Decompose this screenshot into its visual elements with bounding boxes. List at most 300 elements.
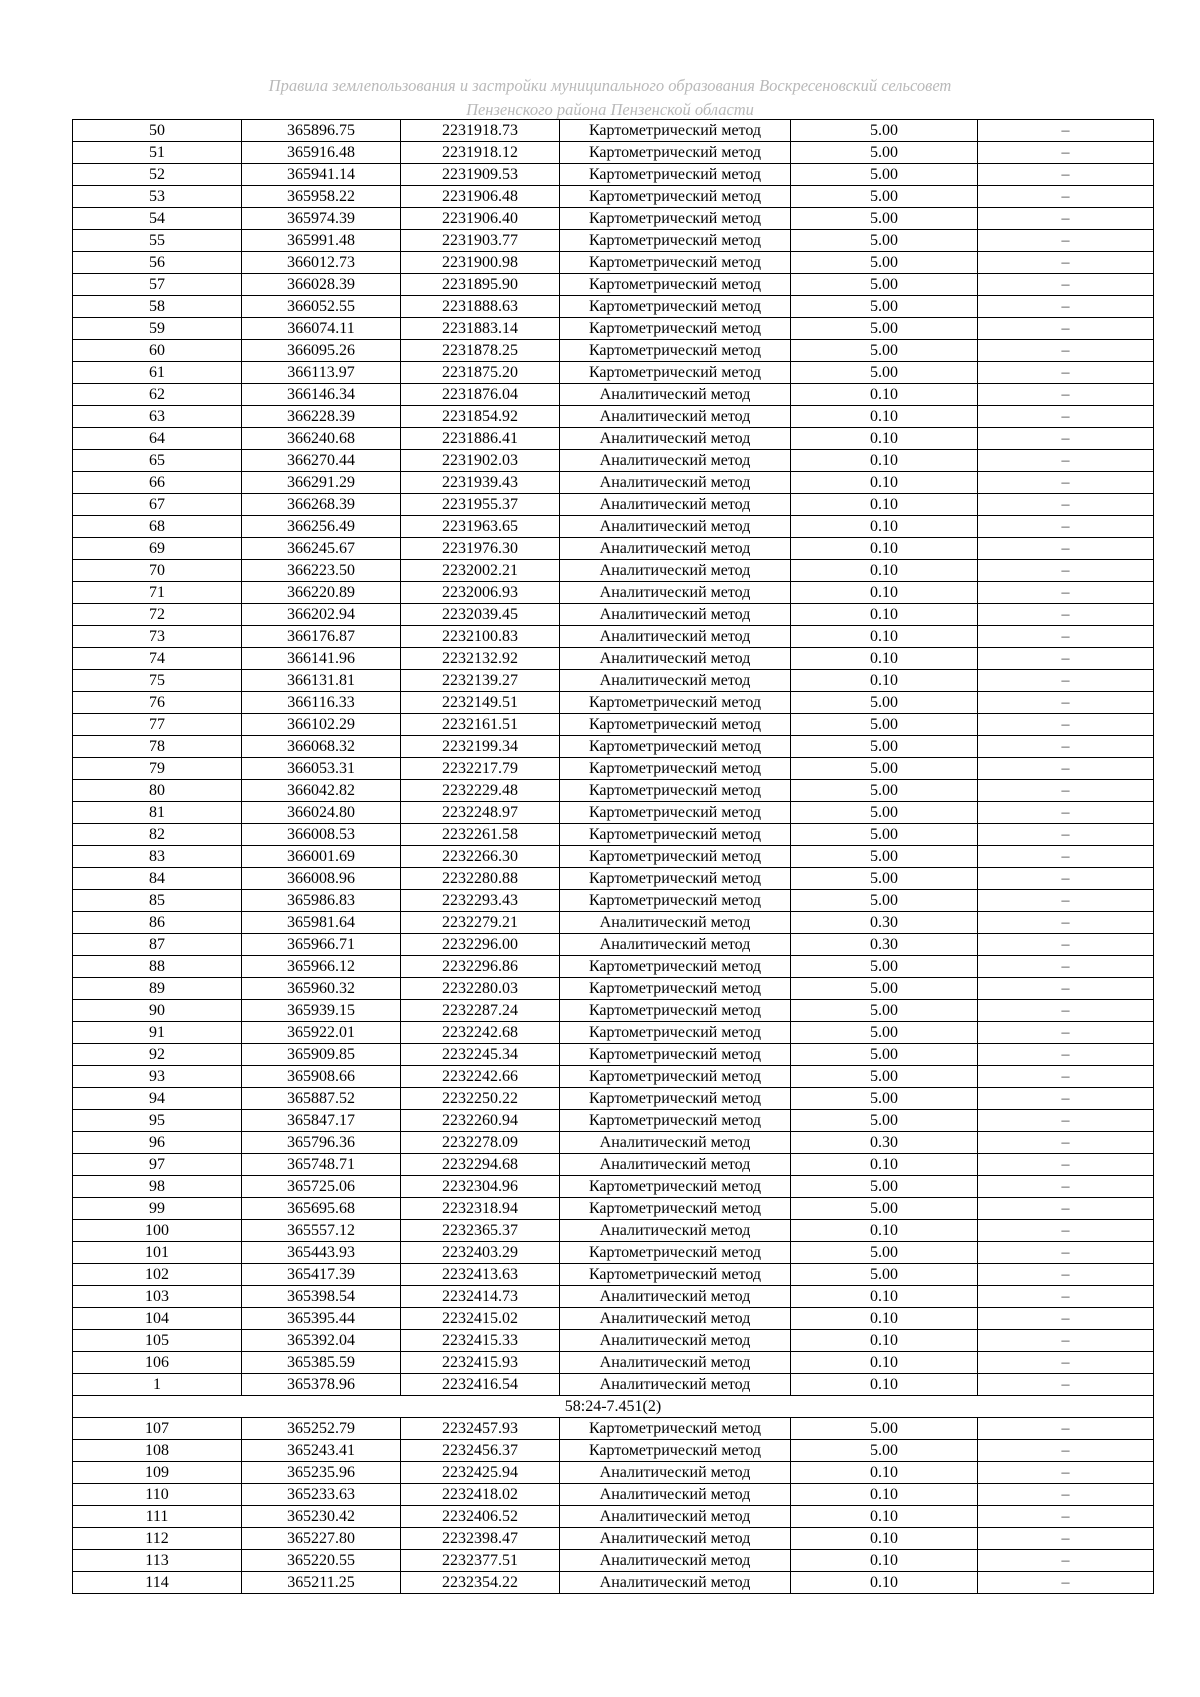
table-row	[73, 956, 1154, 978]
accuracy-cell: 5.00	[791, 274, 978, 296]
y-coordinate-cell: 2232414.73	[401, 1286, 560, 1308]
x-coordinate-cell: 366008.53	[242, 824, 401, 846]
x-coordinate-cell: 365991.48	[242, 230, 401, 252]
accuracy-cell: 5.00	[791, 714, 978, 736]
accuracy-cell: 0.10	[791, 1572, 978, 1594]
x-coordinate-cell: 366256.49	[242, 516, 401, 538]
note-cell: –	[978, 912, 1154, 934]
x-coordinate-cell: 365896.75	[242, 120, 401, 142]
point-number-cell: 80	[73, 780, 242, 802]
table-row	[73, 1528, 1154, 1550]
x-coordinate-cell: 365378.96	[242, 1374, 401, 1396]
accuracy-cell: 0.30	[791, 1132, 978, 1154]
table-row	[73, 890, 1154, 912]
y-coordinate-cell: 2232418.02	[401, 1484, 560, 1506]
note-cell: –	[978, 846, 1154, 868]
accuracy-cell: 5.00	[791, 1044, 978, 1066]
point-number-cell: 93	[73, 1066, 242, 1088]
table-row	[73, 1154, 1154, 1176]
x-coordinate-cell: 366202.94	[242, 604, 401, 626]
point-number-cell: 71	[73, 582, 242, 604]
x-coordinate-cell: 366146.34	[242, 384, 401, 406]
y-coordinate-cell: 2232415.93	[401, 1352, 560, 1374]
note-cell: –	[978, 296, 1154, 318]
point-number-cell: 52	[73, 164, 242, 186]
method-cell: Картометрический метод	[560, 1418, 791, 1440]
accuracy-cell: 5.00	[791, 1198, 978, 1220]
accuracy-cell: 0.10	[791, 1154, 978, 1176]
method-cell: Картометрический метод	[560, 186, 791, 208]
point-number-cell: 77	[73, 714, 242, 736]
y-coordinate-cell: 2232365.37	[401, 1220, 560, 1242]
note-cell: –	[978, 1264, 1154, 1286]
accuracy-cell: 0.30	[791, 912, 978, 934]
point-number-cell: 99	[73, 1198, 242, 1220]
table-row	[73, 1264, 1154, 1286]
y-coordinate-cell: 2232100.83	[401, 626, 560, 648]
method-cell: Картометрический метод	[560, 1242, 791, 1264]
y-coordinate-cell: 2232457.93	[401, 1418, 560, 1440]
table-row	[73, 1220, 1154, 1242]
table-row	[73, 670, 1154, 692]
point-number-cell: 51	[73, 142, 242, 164]
x-coordinate-cell: 366001.69	[242, 846, 401, 868]
accuracy-cell: 0.10	[791, 604, 978, 626]
y-coordinate-cell: 2232318.94	[401, 1198, 560, 1220]
y-coordinate-cell: 2232161.51	[401, 714, 560, 736]
point-number-cell: 82	[73, 824, 242, 846]
point-number-cell: 91	[73, 1022, 242, 1044]
y-coordinate-cell: 2231918.12	[401, 142, 560, 164]
point-number-cell: 53	[73, 186, 242, 208]
point-number-cell: 105	[73, 1330, 242, 1352]
point-number-cell: 100	[73, 1220, 242, 1242]
accuracy-cell: 0.10	[791, 1484, 978, 1506]
method-cell: Аналитический метод	[560, 538, 791, 560]
x-coordinate-cell: 366074.11	[242, 318, 401, 340]
accuracy-cell: 5.00	[791, 1088, 978, 1110]
accuracy-cell: 5.00	[791, 692, 978, 714]
table-row	[73, 582, 1154, 604]
method-cell: Аналитический метод	[560, 1550, 791, 1572]
method-cell: Аналитический метод	[560, 1308, 791, 1330]
y-coordinate-cell: 2232248.97	[401, 802, 560, 824]
note-cell: –	[978, 1484, 1154, 1506]
method-cell: Картометрический метод	[560, 1044, 791, 1066]
accuracy-cell: 0.30	[791, 934, 978, 956]
point-number-cell: 109	[73, 1462, 242, 1484]
point-number-cell: 110	[73, 1484, 242, 1506]
method-cell: Картометрический метод	[560, 318, 791, 340]
table-row	[73, 1088, 1154, 1110]
note-cell: –	[978, 362, 1154, 384]
x-coordinate-cell: 366291.29	[242, 472, 401, 494]
y-coordinate-cell: 2231886.41	[401, 428, 560, 450]
table-row	[73, 846, 1154, 868]
x-coordinate-cell: 365398.54	[242, 1286, 401, 1308]
table-row	[73, 868, 1154, 890]
note-cell: –	[978, 1198, 1154, 1220]
note-cell: –	[978, 1286, 1154, 1308]
point-number-cell: 64	[73, 428, 242, 450]
table-row	[73, 978, 1154, 1000]
y-coordinate-cell: 2232406.52	[401, 1506, 560, 1528]
method-cell: Картометрический метод	[560, 1264, 791, 1286]
note-cell: –	[978, 956, 1154, 978]
table-row	[73, 1572, 1154, 1594]
x-coordinate-cell: 366245.67	[242, 538, 401, 560]
table-row	[73, 824, 1154, 846]
x-coordinate-cell: 366220.89	[242, 582, 401, 604]
method-cell: Картометрический метод	[560, 802, 791, 824]
x-coordinate-cell: 365986.83	[242, 890, 401, 912]
point-number-cell: 62	[73, 384, 242, 406]
y-coordinate-cell: 2231909.53	[401, 164, 560, 186]
point-number-cell: 111	[73, 1506, 242, 1528]
x-coordinate-cell: 365235.96	[242, 1462, 401, 1484]
accuracy-cell: 5.00	[791, 1176, 978, 1198]
table-row	[73, 714, 1154, 736]
method-cell: Картометрический метод	[560, 362, 791, 384]
y-coordinate-cell: 2231895.90	[401, 274, 560, 296]
point-number-cell: 72	[73, 604, 242, 626]
accuracy-cell: 5.00	[791, 208, 978, 230]
accuracy-cell: 0.10	[791, 1308, 978, 1330]
note-cell: –	[978, 890, 1154, 912]
x-coordinate-cell: 365392.04	[242, 1330, 401, 1352]
method-cell: Картометрический метод	[560, 978, 791, 1000]
table-row	[73, 604, 1154, 626]
note-cell: –	[978, 186, 1154, 208]
note-cell: –	[978, 802, 1154, 824]
y-coordinate-cell: 2232250.22	[401, 1088, 560, 1110]
y-coordinate-cell: 2231854.92	[401, 406, 560, 428]
note-cell: –	[978, 230, 1154, 252]
y-coordinate-cell: 2232149.51	[401, 692, 560, 714]
x-coordinate-cell: 365916.48	[242, 142, 401, 164]
method-cell: Картометрический метод	[560, 1198, 791, 1220]
x-coordinate-cell: 365966.12	[242, 956, 401, 978]
table-row	[73, 1176, 1154, 1198]
point-number-cell: 65	[73, 450, 242, 472]
table-row	[73, 230, 1154, 252]
method-cell: Аналитический метод	[560, 934, 791, 956]
x-coordinate-cell: 365725.06	[242, 1176, 401, 1198]
method-cell: Аналитический метод	[560, 406, 791, 428]
note-cell: –	[978, 582, 1154, 604]
note-cell: –	[978, 1044, 1154, 1066]
accuracy-cell: 5.00	[791, 120, 978, 142]
accuracy-cell: 5.00	[791, 846, 978, 868]
accuracy-cell: 0.10	[791, 1528, 978, 1550]
accuracy-cell: 5.00	[791, 824, 978, 846]
note-cell: –	[978, 340, 1154, 362]
y-coordinate-cell: 2232296.00	[401, 934, 560, 956]
accuracy-cell: 5.00	[791, 956, 978, 978]
accuracy-cell: 0.10	[791, 626, 978, 648]
note-cell: –	[978, 120, 1154, 142]
accuracy-cell: 5.00	[791, 978, 978, 1000]
note-cell: –	[978, 1242, 1154, 1264]
table-row	[73, 208, 1154, 230]
point-number-cell: 89	[73, 978, 242, 1000]
accuracy-cell: 5.00	[791, 318, 978, 340]
method-cell: Картометрический метод	[560, 1176, 791, 1198]
method-cell: Картометрический метод	[560, 142, 791, 164]
y-coordinate-cell: 2231883.14	[401, 318, 560, 340]
method-cell: Картометрический метод	[560, 846, 791, 868]
y-coordinate-cell: 2232293.43	[401, 890, 560, 912]
x-coordinate-cell: 365220.55	[242, 1550, 401, 1572]
point-number-cell: 61	[73, 362, 242, 384]
y-coordinate-cell: 2232217.79	[401, 758, 560, 780]
table-row	[73, 1352, 1154, 1374]
accuracy-cell: 0.10	[791, 670, 978, 692]
note-cell: –	[978, 824, 1154, 846]
table-row	[73, 1132, 1154, 1154]
table-row	[73, 1022, 1154, 1044]
method-cell: Картометрический метод	[560, 1110, 791, 1132]
note-cell: –	[978, 978, 1154, 1000]
note-cell: –	[978, 604, 1154, 626]
note-cell: –	[978, 164, 1154, 186]
point-number-cell: 74	[73, 648, 242, 670]
note-cell: –	[978, 1220, 1154, 1242]
point-number-cell: 81	[73, 802, 242, 824]
y-coordinate-cell: 2232287.24	[401, 1000, 560, 1022]
y-coordinate-cell: 2232242.66	[401, 1066, 560, 1088]
note-cell: –	[978, 428, 1154, 450]
y-coordinate-cell: 2231878.25	[401, 340, 560, 362]
method-cell: Картометрический метод	[560, 208, 791, 230]
x-coordinate-cell: 366024.80	[242, 802, 401, 824]
note-cell: –	[978, 1154, 1154, 1176]
note-cell: –	[978, 494, 1154, 516]
method-cell: Аналитический метод	[560, 1528, 791, 1550]
accuracy-cell: 0.10	[791, 1286, 978, 1308]
point-number-cell: 96	[73, 1132, 242, 1154]
x-coordinate-cell: 366102.29	[242, 714, 401, 736]
y-coordinate-cell: 2232229.48	[401, 780, 560, 802]
note-cell: –	[978, 450, 1154, 472]
y-coordinate-cell: 2232304.96	[401, 1176, 560, 1198]
method-cell: Картометрический метод	[560, 1066, 791, 1088]
x-coordinate-cell: 365227.80	[242, 1528, 401, 1550]
y-coordinate-cell: 2232132.92	[401, 648, 560, 670]
table-row	[73, 802, 1154, 824]
y-coordinate-cell: 2232377.51	[401, 1550, 560, 1572]
point-number-cell: 56	[73, 252, 242, 274]
y-coordinate-cell: 2232425.94	[401, 1462, 560, 1484]
method-cell: Картометрический метод	[560, 296, 791, 318]
note-cell: –	[978, 1440, 1154, 1462]
table-row	[73, 164, 1154, 186]
table-row	[73, 780, 1154, 802]
y-coordinate-cell: 2231939.43	[401, 472, 560, 494]
note-cell: –	[978, 1506, 1154, 1528]
point-number-cell: 76	[73, 692, 242, 714]
method-cell: Картометрический метод	[560, 824, 791, 846]
accuracy-cell: 0.10	[791, 1506, 978, 1528]
point-number-cell: 50	[73, 120, 242, 142]
table-row	[73, 296, 1154, 318]
method-cell: Картометрический метод	[560, 230, 791, 252]
y-coordinate-cell: 2232002.21	[401, 560, 560, 582]
point-number-cell: 112	[73, 1528, 242, 1550]
note-cell: –	[978, 318, 1154, 340]
method-cell: Картометрический метод	[560, 780, 791, 802]
method-cell: Аналитический метод	[560, 560, 791, 582]
method-cell: Аналитический метод	[560, 1572, 791, 1594]
coordinates-table-body	[73, 120, 1154, 1594]
method-cell: Аналитический метод	[560, 604, 791, 626]
note-cell: –	[978, 1550, 1154, 1572]
x-coordinate-cell: 365922.01	[242, 1022, 401, 1044]
method-cell: Аналитический метод	[560, 472, 791, 494]
y-coordinate-cell: 2232415.33	[401, 1330, 560, 1352]
accuracy-cell: 0.10	[791, 538, 978, 560]
note-cell: –	[978, 1352, 1154, 1374]
note-cell: –	[978, 934, 1154, 956]
table-row	[73, 1308, 1154, 1330]
table-row	[73, 1286, 1154, 1308]
table-row	[73, 560, 1154, 582]
note-cell: –	[978, 1462, 1154, 1484]
method-cell: Аналитический метод	[560, 1220, 791, 1242]
point-number-cell: 114	[73, 1572, 242, 1594]
x-coordinate-cell: 366068.32	[242, 736, 401, 758]
table-row	[73, 1484, 1154, 1506]
method-cell: Картометрический метод	[560, 758, 791, 780]
table-row	[73, 1066, 1154, 1088]
note-cell: –	[978, 1000, 1154, 1022]
method-cell: Картометрический метод	[560, 1088, 791, 1110]
point-number-cell: 90	[73, 1000, 242, 1022]
accuracy-cell: 5.00	[791, 802, 978, 824]
y-coordinate-cell: 2232242.68	[401, 1022, 560, 1044]
y-coordinate-cell: 2232456.37	[401, 1440, 560, 1462]
accuracy-cell: 5.00	[791, 780, 978, 802]
accuracy-cell: 5.00	[791, 142, 978, 164]
table-row	[73, 450, 1154, 472]
y-coordinate-cell: 2232416.54	[401, 1374, 560, 1396]
note-cell: –	[978, 1572, 1154, 1594]
x-coordinate-cell: 365939.15	[242, 1000, 401, 1022]
accuracy-cell: 5.00	[791, 296, 978, 318]
accuracy-cell: 5.00	[791, 868, 978, 890]
method-cell: Аналитический метод	[560, 450, 791, 472]
note-cell: –	[978, 208, 1154, 230]
y-coordinate-cell: 2232199.34	[401, 736, 560, 758]
x-coordinate-cell: 365847.17	[242, 1110, 401, 1132]
method-cell: Картометрический метод	[560, 252, 791, 274]
method-cell: Аналитический метод	[560, 1374, 791, 1396]
point-number-cell: 87	[73, 934, 242, 956]
x-coordinate-cell: 365941.14	[242, 164, 401, 186]
accuracy-cell: 0.10	[791, 1374, 978, 1396]
point-number-cell: 57	[73, 274, 242, 296]
x-coordinate-cell: 366113.97	[242, 362, 401, 384]
y-coordinate-cell: 2231902.03	[401, 450, 560, 472]
point-number-cell: 54	[73, 208, 242, 230]
note-cell: –	[978, 1088, 1154, 1110]
table-row	[73, 1330, 1154, 1352]
y-coordinate-cell: 2232266.30	[401, 846, 560, 868]
method-cell: Картометрический метод	[560, 120, 791, 142]
method-cell: Аналитический метод	[560, 494, 791, 516]
x-coordinate-cell: 366116.33	[242, 692, 401, 714]
point-number-cell: 69	[73, 538, 242, 560]
table-row	[73, 736, 1154, 758]
accuracy-cell: 0.10	[791, 450, 978, 472]
note-cell: –	[978, 516, 1154, 538]
point-number-cell: 108	[73, 1440, 242, 1462]
table-row	[73, 362, 1154, 384]
method-cell: Аналитический метод	[560, 1506, 791, 1528]
accuracy-cell: 5.00	[791, 1264, 978, 1286]
table-row	[73, 934, 1154, 956]
y-coordinate-cell: 2231903.77	[401, 230, 560, 252]
y-coordinate-cell: 2232278.09	[401, 1132, 560, 1154]
x-coordinate-cell: 366095.26	[242, 340, 401, 362]
note-cell: –	[978, 1418, 1154, 1440]
note-cell: –	[978, 1528, 1154, 1550]
point-number-cell: 1	[73, 1374, 242, 1396]
note-cell: –	[978, 670, 1154, 692]
accuracy-cell: 0.10	[791, 1352, 978, 1374]
table-row	[73, 1242, 1154, 1264]
table-row	[73, 692, 1154, 714]
y-coordinate-cell: 2231955.37	[401, 494, 560, 516]
method-cell: Аналитический метод	[560, 1352, 791, 1374]
y-coordinate-cell: 2232006.93	[401, 582, 560, 604]
method-cell: Картометрический метод	[560, 736, 791, 758]
note-cell: –	[978, 252, 1154, 274]
table-row	[73, 1110, 1154, 1132]
point-number-cell: 85	[73, 890, 242, 912]
method-cell: Аналитический метод	[560, 1330, 791, 1352]
x-coordinate-cell: 366270.44	[242, 450, 401, 472]
point-number-cell: 94	[73, 1088, 242, 1110]
note-cell: –	[978, 780, 1154, 802]
point-number-cell: 103	[73, 1286, 242, 1308]
table-row	[73, 1198, 1154, 1220]
note-cell: –	[978, 1374, 1154, 1396]
point-number-cell: 75	[73, 670, 242, 692]
accuracy-cell: 5.00	[791, 340, 978, 362]
y-coordinate-cell: 2231888.63	[401, 296, 560, 318]
accuracy-cell: 0.10	[791, 472, 978, 494]
point-number-cell: 102	[73, 1264, 242, 1286]
y-coordinate-cell: 2231918.73	[401, 120, 560, 142]
y-coordinate-cell: 2232415.02	[401, 1308, 560, 1330]
method-cell: Аналитический метод	[560, 1286, 791, 1308]
y-coordinate-cell: 2232279.21	[401, 912, 560, 934]
point-number-cell: 63	[73, 406, 242, 428]
table-row	[73, 626, 1154, 648]
note-cell: –	[978, 1330, 1154, 1352]
point-number-cell: 88	[73, 956, 242, 978]
x-coordinate-cell: 365887.52	[242, 1088, 401, 1110]
note-cell: –	[978, 868, 1154, 890]
table-row	[73, 120, 1154, 142]
accuracy-cell: 5.00	[791, 1242, 978, 1264]
accuracy-cell: 0.10	[791, 428, 978, 450]
accuracy-cell: 0.10	[791, 1462, 978, 1484]
table-row	[73, 1506, 1154, 1528]
accuracy-cell: 5.00	[791, 1066, 978, 1088]
y-coordinate-cell: 2231900.98	[401, 252, 560, 274]
